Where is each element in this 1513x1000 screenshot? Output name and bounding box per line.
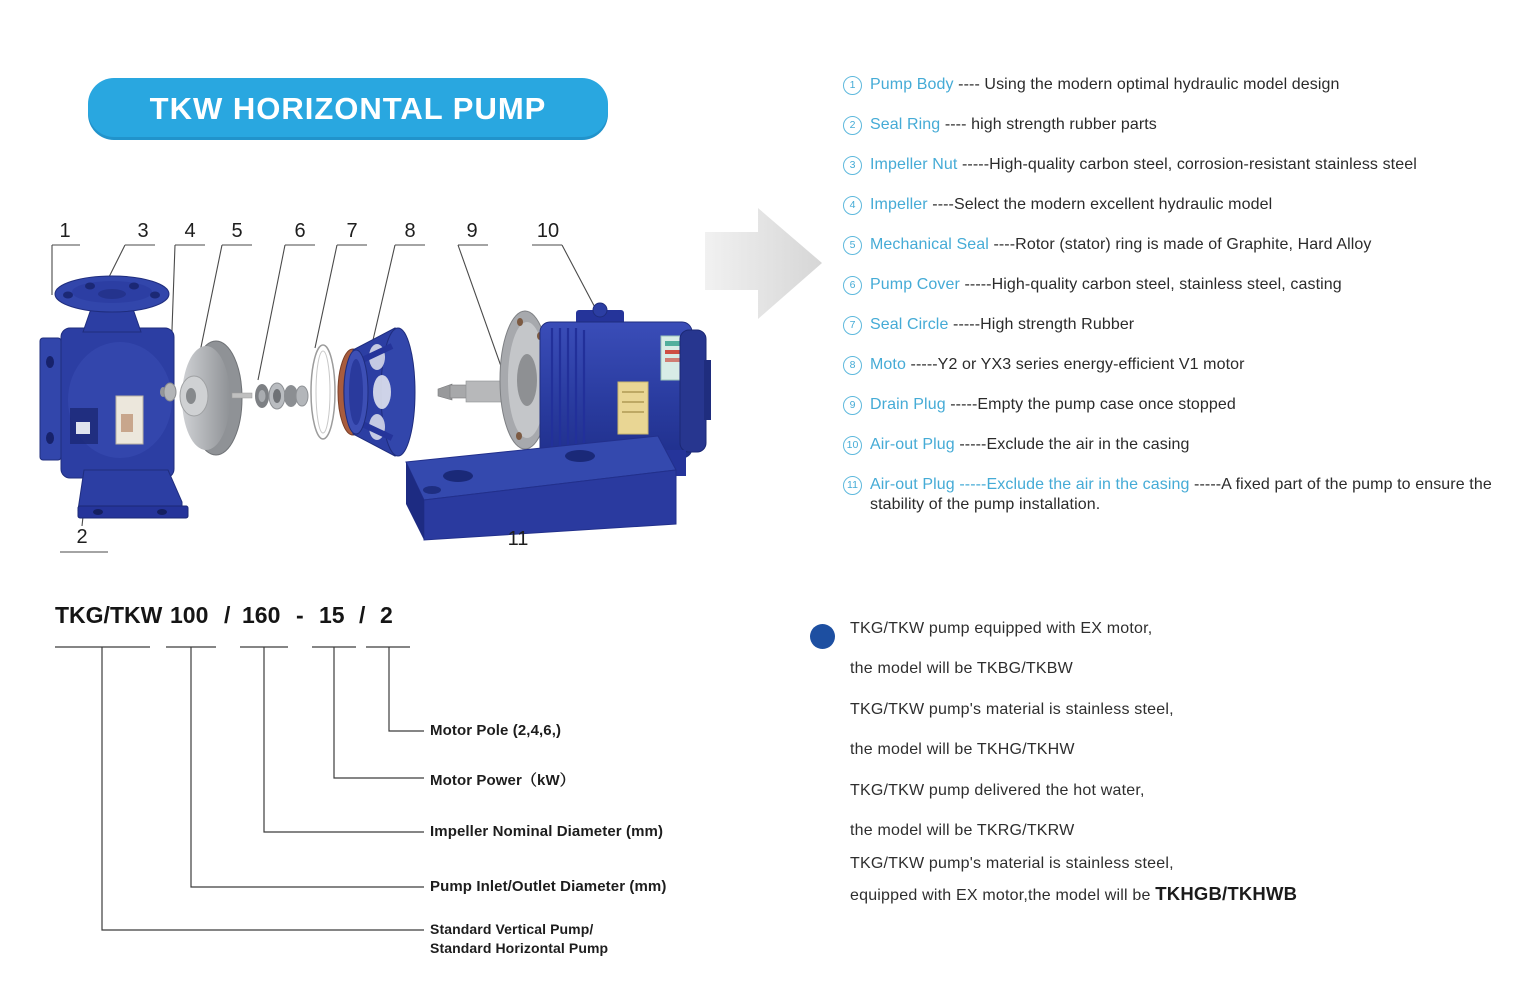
seal-circle-shape: [311, 345, 335, 439]
list-item: [843, 470, 1508, 515]
part-number-3: 3: [137, 220, 149, 242]
note-line: TKG/TKW pump's material is stainless steel,: [850, 701, 1174, 718]
part-number-7: 7: [346, 220, 358, 242]
list-item: [843, 270, 1508, 310]
part-name: Pump Cover: [870, 276, 960, 293]
model-segment-inlet: 100: [170, 602, 209, 628]
list-item: [843, 190, 1508, 230]
pump-exploded-illustration: [20, 210, 765, 580]
title-banner: [88, 78, 608, 140]
model-segment-power: 15: [319, 602, 345, 628]
circled-number-icon: 6: [843, 276, 862, 295]
part-number-6: 6: [294, 220, 306, 242]
label-pump-type-line1: Standard Vertical Pump/: [430, 921, 594, 937]
list-item: [843, 430, 1508, 470]
model-segment-dash: -: [296, 602, 304, 628]
circled-number-icon: 7: [843, 316, 862, 335]
part-number-10: 10: [536, 220, 560, 242]
label-inlet-outlet-diameter: Pump Inlet/Outlet Diameter (mm): [430, 878, 667, 895]
model-segment-slash: /: [224, 602, 231, 628]
note-model-bold: TKHGB/TKHWB: [1155, 883, 1298, 904]
part-name: Pump Body: [870, 76, 954, 93]
part-number-4: 4: [184, 220, 196, 242]
circled-number-icon: 8: [843, 356, 862, 375]
part-description: ----Rotor (stator) ring is made of Graphite, Hard Alloy: [988, 236, 1372, 253]
part-description: -----High-quality carbon steel, corrosion-resistant stainless steel: [957, 156, 1417, 173]
circled-number-icon: 9: [843, 396, 862, 415]
part-number-8: 8: [404, 220, 416, 242]
arrow-right-icon: [705, 208, 822, 319]
part-name: Air-out Plug: [870, 436, 955, 453]
motor-shape: [438, 303, 711, 458]
model-segment-impeller: 160: [242, 602, 281, 628]
page-title: TKW HORIZONTAL PUMP: [149, 91, 547, 126]
note-line: [850, 883, 1297, 905]
model-code-connector-lines: [0, 590, 740, 970]
part-description: -----High strength Rubber: [948, 316, 1135, 333]
model-segment-slash2: /: [359, 602, 366, 628]
circled-number-icon: 11: [843, 476, 862, 495]
part-description: ----Select the modern excellent hydraulic model: [927, 196, 1273, 213]
part-description: -----Y2 or YX3 series energy-efficient V1 motor: [905, 356, 1245, 373]
part-number-5: 5: [231, 220, 243, 242]
model-segment-series: TKG/TKW: [55, 602, 163, 628]
part-number-11: 11: [507, 528, 529, 550]
part-name: Drain Plug: [870, 396, 946, 413]
circled-number-icon: 5: [843, 236, 862, 255]
part-number-9: 9: [466, 220, 478, 242]
mechanical-seal-shape: [255, 383, 308, 409]
base-shape: [406, 436, 686, 540]
part-name: Seal Circle: [870, 316, 949, 333]
pump-cover-shape: [338, 328, 415, 456]
label-motor-pole: Motor Pole (2,4,6,): [430, 722, 562, 739]
circled-number-icon: 3: [843, 156, 862, 175]
note-line: TKG/TKW pump equipped with EX motor,: [850, 620, 1153, 637]
list-item: [843, 350, 1508, 390]
part-number-1: 1: [59, 220, 71, 242]
model-segment-pole: 2: [380, 602, 393, 628]
part-name: Mechanical Seal: [870, 236, 989, 253]
parts-list: [843, 70, 1508, 515]
part-description: -----Empty the pump case once stopped: [945, 396, 1236, 413]
list-item: [843, 310, 1508, 350]
list-item: [843, 150, 1508, 190]
note-line: the model will be TKHG/TKHW: [850, 741, 1075, 758]
label-pump-type-line2: Standard Horizontal Pump: [430, 940, 609, 956]
list-item: [843, 110, 1508, 150]
list-item: [843, 390, 1508, 430]
part-name: Moto: [870, 356, 906, 373]
note-line: the model will be TKRG/TKRW: [850, 822, 1075, 839]
circled-number-icon: 2: [843, 116, 862, 135]
part-description: ---- high strength rubber parts: [940, 116, 1157, 133]
part-name: Air-out Plug -----Exclude the air in the casing: [870, 476, 1190, 493]
note-line-prefix: equipped with EX motor,the model will be: [850, 887, 1156, 904]
part-description: -----A fixed part of the pump to ensure the stability of the pump installation.: [870, 476, 1492, 513]
model-variant-notes: [808, 612, 1488, 912]
circled-number-icon: 10: [843, 436, 862, 455]
part-description: -----Exclude the air in the casing: [954, 436, 1190, 453]
transition-arrow: [695, 200, 845, 335]
bullet-circle-icon: [810, 624, 835, 649]
label-motor-power: Motor Power（kW）: [430, 772, 575, 789]
circled-number-icon: 1: [843, 76, 862, 95]
part-name: Impeller Nut: [870, 156, 958, 173]
part-description: ---- Using the modern optimal hydraulic model design: [953, 76, 1340, 93]
list-item: [843, 230, 1508, 270]
note-line: the model will be TKBG/TKBW: [850, 660, 1073, 677]
label-impeller-diameter: Impeller Nominal Diameter (mm): [430, 823, 664, 840]
circled-number-icon: 4: [843, 196, 862, 215]
note-line: TKG/TKW pump delivered the hot water,: [850, 782, 1145, 799]
list-item: [843, 70, 1508, 110]
part-description: -----High-quality carbon steel, stainless steel, casting: [959, 276, 1342, 293]
part-name: Seal Ring: [870, 116, 941, 133]
note-line: TKG/TKW pump's material is stainless steel,: [850, 855, 1174, 872]
part-name: Impeller: [870, 196, 928, 213]
part-number-2: 2: [76, 526, 88, 548]
pump-exploded-diagram: [20, 210, 765, 580]
